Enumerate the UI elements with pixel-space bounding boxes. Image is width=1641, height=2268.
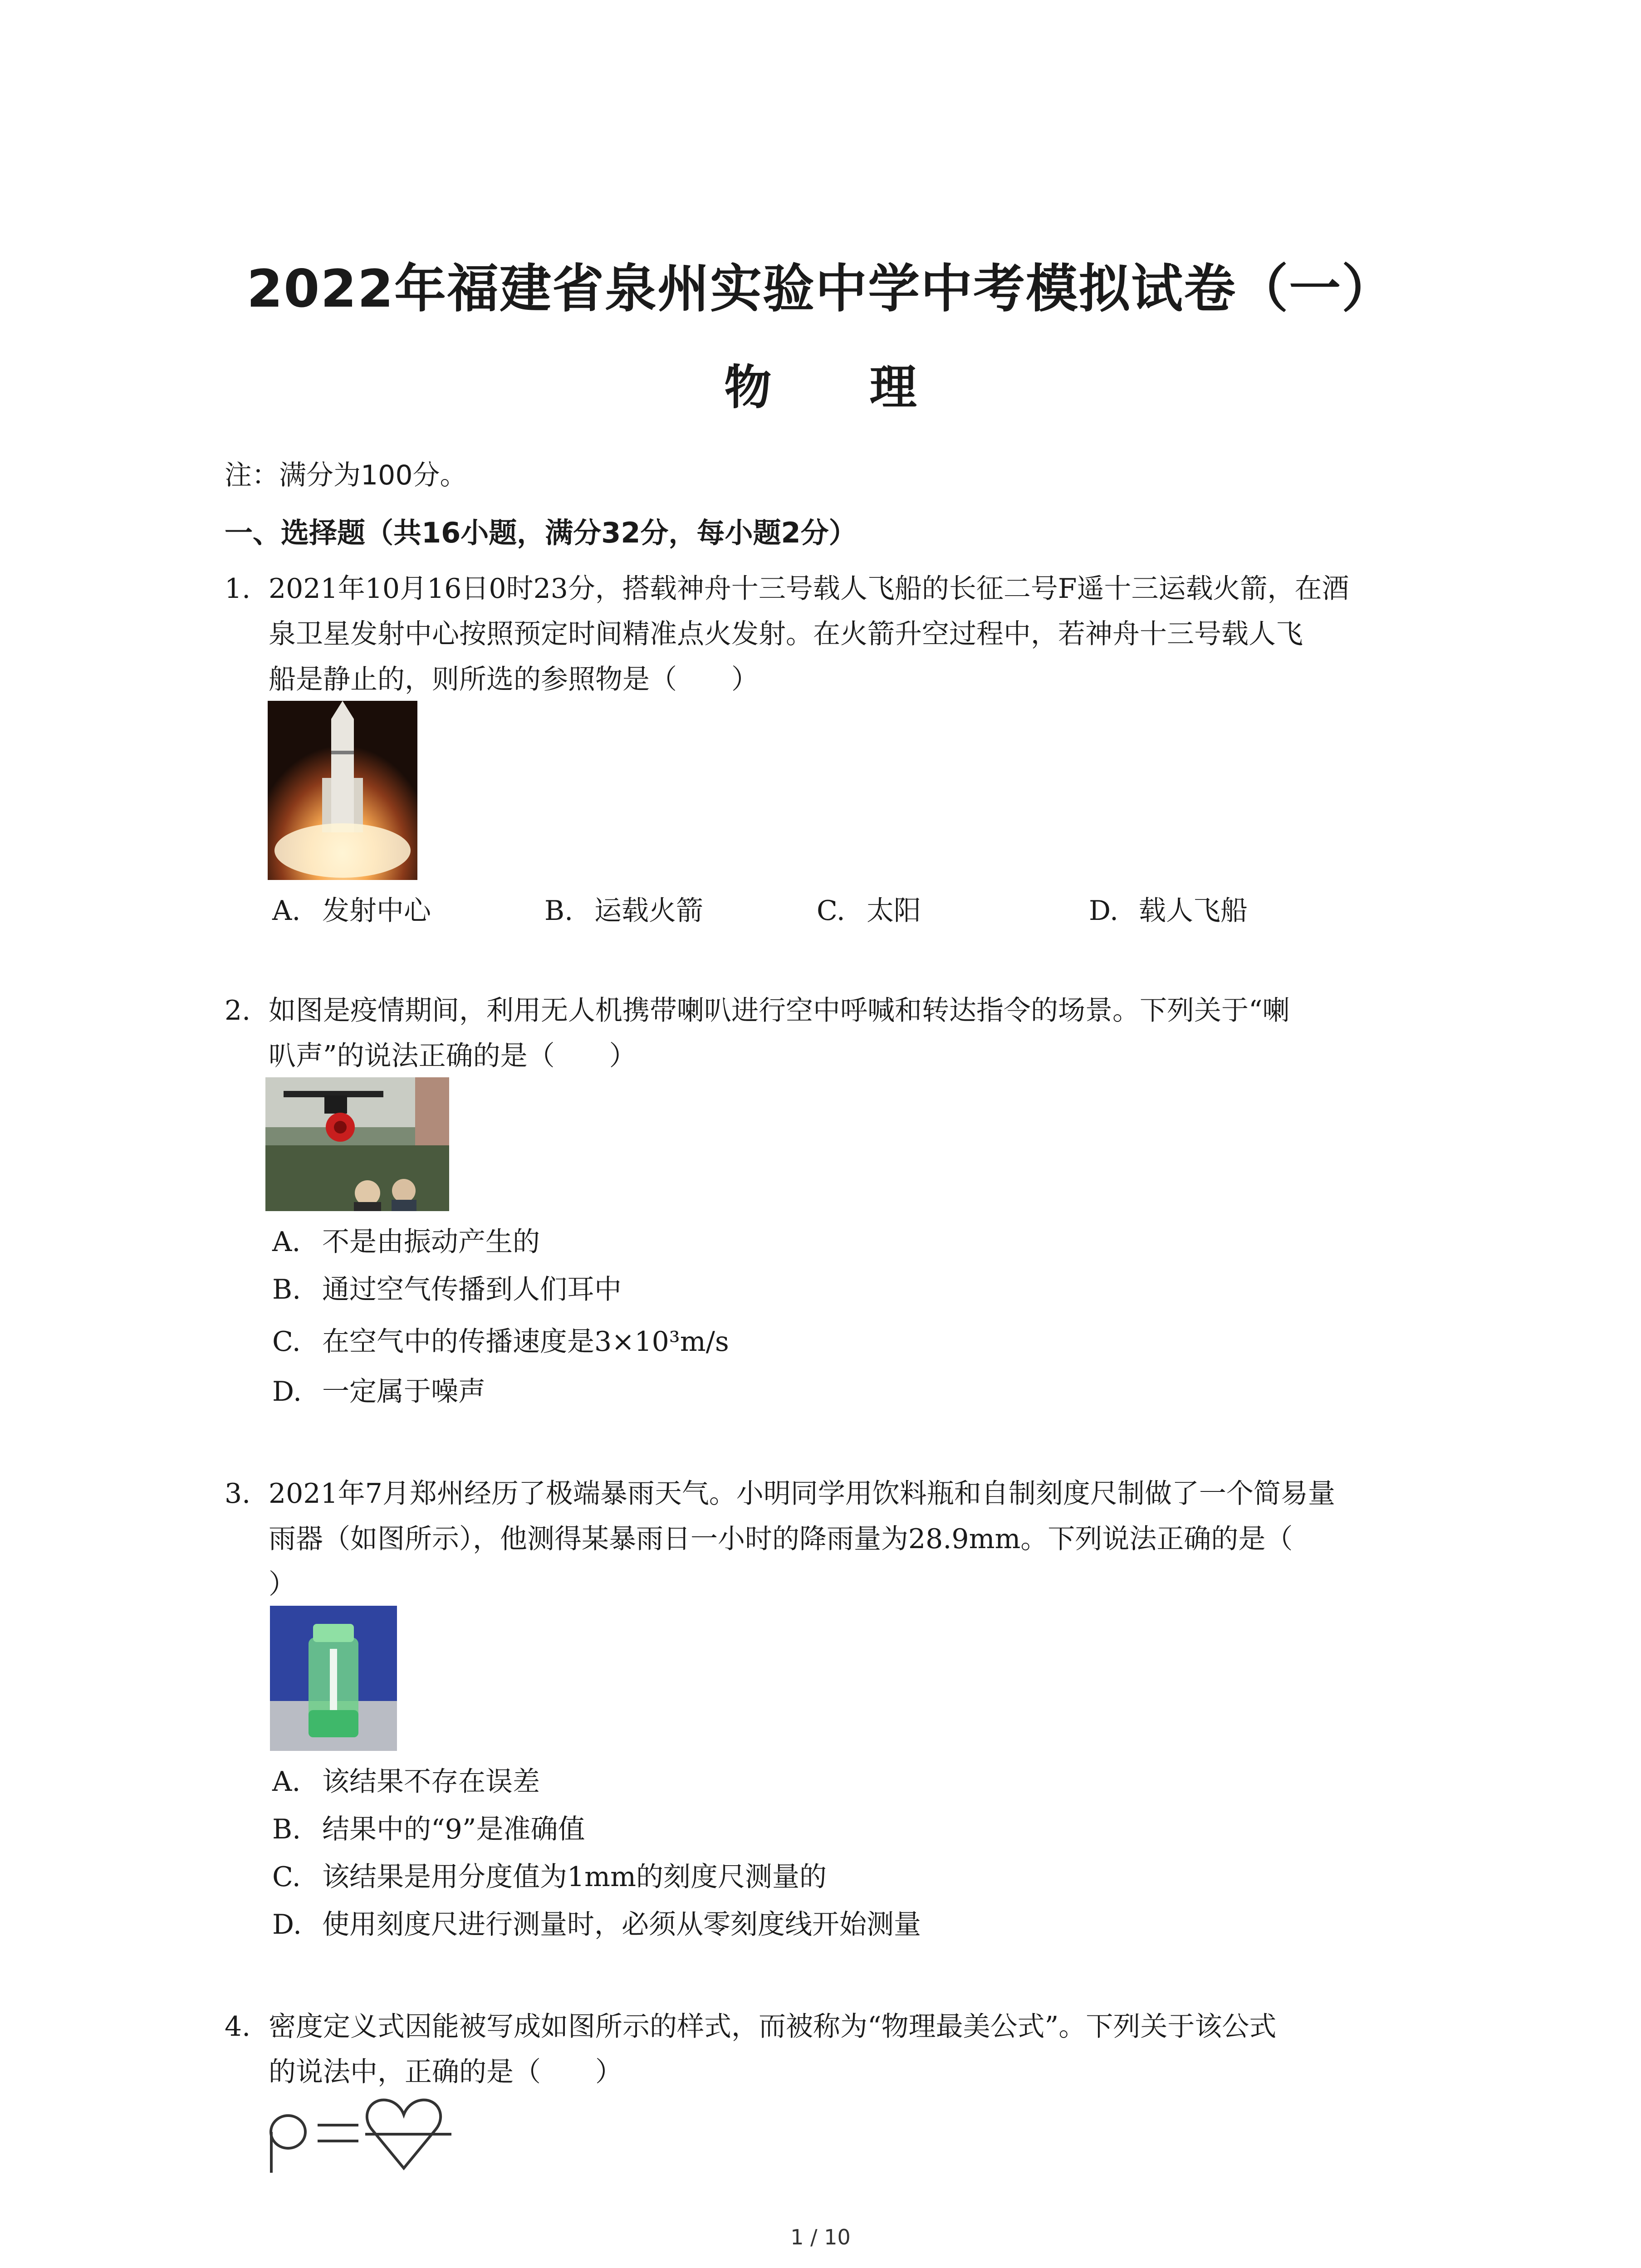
question-2-option-c[interactable]: C. 在空气中的传播速度是3×10³m/s (272, 1326, 729, 1358)
page-number: 1 / 10 (790, 2225, 851, 2249)
question-2-option-d[interactable]: D. 一定属于噪声 (272, 1376, 485, 1408)
question-2-line-2: 叭声”的说法正确的是（ ） (269, 1040, 637, 1072)
question-1-option-d[interactable]: D. 载人飞船 (1089, 895, 1248, 927)
question-2-line-1 (225, 989, 1290, 1028)
question-3-option-d[interactable]: D. 使用刻度尺进行测量时，必须从零刻度线开始测量 (272, 1909, 921, 1941)
rain-gauge-bottle-image (270, 1606, 397, 1751)
drone-speaker-image (265, 1077, 449, 1211)
question-3-line-3: ） (269, 1569, 296, 1600)
question-3-text-1: 2021年7月郑州经历了极端暴雨天气。小明同学用饮料瓶和自制刻度尺制做了一个简易量 (269, 1478, 1335, 1510)
question-4-line-2: 的说法中，正确的是（ ） (269, 2056, 622, 2088)
question-2-text-1: 如图是疫情期间，利用无人机携带喇叭进行空中呼喊和转达指令的场景。下列关于“喇 (269, 995, 1290, 1026)
question-3-line-1 (225, 1472, 1335, 1511)
question-3-line-2: 雨器（如图所示），他测得某暴雨日一小时的降雨量为28.9mm。下列说法正确的是（ (269, 1523, 1293, 1555)
question-2-option-b[interactable]: B. 通过空气传播到人们耳中 (272, 1274, 622, 1305)
question-4-number: 4. (225, 2011, 251, 2043)
rocket-launch-image (268, 701, 417, 880)
question-3-option-a[interactable]: A. 该结果不存在误差 (272, 1766, 540, 1798)
question-4-line-1 (225, 2005, 1276, 2044)
section-heading: 一、选择题（共16小题，满分32分，每小题2分） (225, 516, 857, 549)
question-4-text-1: 密度定义式因能被写成如图所示的样式，而被称为“物理最美公式”。下列关于该公式 (269, 2011, 1277, 2043)
question-1-number: 1. (225, 573, 251, 605)
question-3-option-c[interactable]: C. 该结果是用分度值为1mm的刻度尺测量的 (272, 1861, 827, 1893)
question-3-number: 3. (225, 1478, 251, 1510)
question-1-line-1 (225, 567, 1349, 606)
question-3-option-b[interactable]: B. 结果中的“9”是准确值 (272, 1813, 585, 1845)
question-1-option-c[interactable]: C. 太阳 (817, 895, 921, 927)
question-2-option-a[interactable]: A. 不是由振动产生的 (272, 1226, 540, 1258)
density-formula-heart-figure (268, 2091, 458, 2175)
question-2-number: 2. (225, 995, 251, 1026)
question-1-line-2: 泉卫星发射中心按照预定时间精准点火发射。在火箭升空过程中，若神舟十三号载人飞 (269, 618, 1303, 650)
subject-heading: 物 理 (724, 360, 958, 415)
question-1-option-a[interactable]: A. 发射中心 (272, 895, 431, 927)
question-1-text-1: 2021年10月16日0时23分，搭载神舟十三号载人飞船的长征二号F遥十三运载火箭，在酒 (269, 573, 1349, 605)
page-title: 2022年福建省泉州实验中学中考模拟试卷（一） (246, 259, 1395, 319)
score-note: 注：满分为100分。 (225, 459, 467, 491)
question-1-option-b[interactable]: B. 运载火箭 (544, 895, 703, 927)
question-1-line-3: 船是静止的，则所选的参照物是（ ） (269, 664, 759, 695)
